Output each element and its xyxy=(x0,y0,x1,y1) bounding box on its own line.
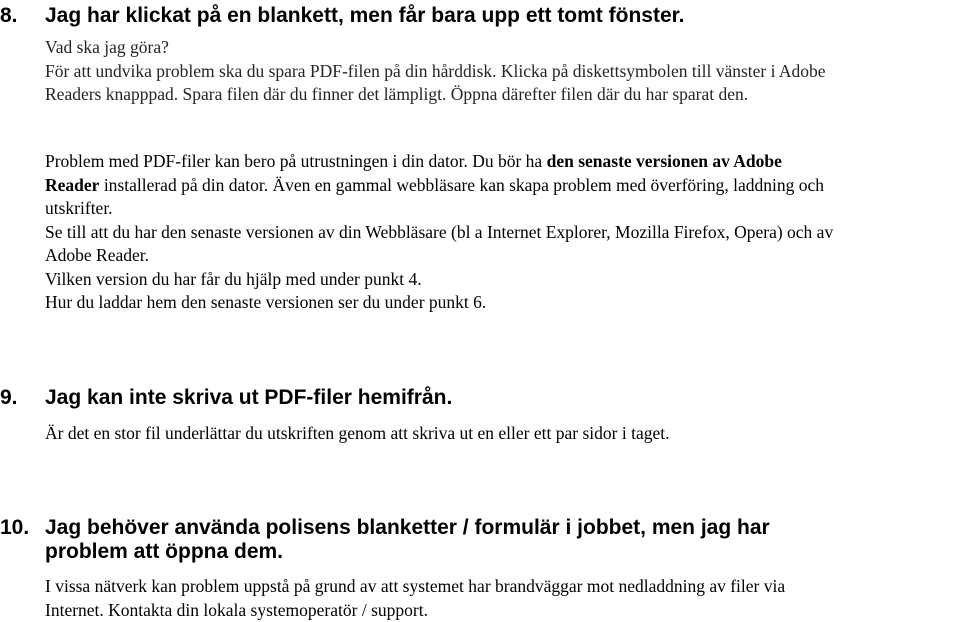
q9-paragraph xyxy=(45,422,669,446)
q8-para2-line xyxy=(45,174,833,198)
q10-paragraph xyxy=(45,575,785,622)
q8-para2-text: installerad på din dator. Även en gammal webbläsare kan skapa problem med överföring, laddning och xyxy=(99,174,825,195)
q8-para2-line xyxy=(45,150,833,174)
q8-para2-emphasis: den senaste versionen av Adobe xyxy=(546,151,782,171)
q8-paragraph-2 xyxy=(45,150,833,315)
q10-para-line: Internet. Kontakta din lokala systemoperatör / support. xyxy=(45,599,428,620)
q8-para2-line: utskrifter. xyxy=(45,198,113,218)
q9-title: Jag kan inte skriva ut PDF-filer hemifrån. xyxy=(45,386,453,409)
q10-title-line-1: Jag behöver använda polisens blanketter / formulär i jobbet, men jag har xyxy=(45,516,770,539)
q8-para2-emphasis: Reader xyxy=(45,174,100,195)
q8-para2-line: Se till att du har den senaste versionen av din Webbläsare (bl a Internet Explorer, Mozilla Firefox, Opera) och av xyxy=(45,221,834,242)
q8-paragraph-1 xyxy=(45,36,826,107)
q8-para2-line: Hur du laddar hem den senaste versionen ser du under punkt 6. xyxy=(45,292,487,312)
q8-para2-text: Problem med PDF-filer kan bero på utrustningen i din dator. Du bör ha xyxy=(45,151,547,171)
q8-title: Jag har klickat på en blankett, men får bara upp ett tomt fönster. xyxy=(45,4,685,27)
q9-number: 9. xyxy=(0,386,18,409)
q8-para1-line: Readers knappрad. Spara filen där du finner det lämpligt. Öppna därefter filen där du har sparat den. xyxy=(45,84,749,104)
q10-number: 10. xyxy=(0,516,30,539)
q8-number: 8. xyxy=(0,4,18,27)
q8-para1-line: För att undvika problem ska du spara PDF-filen på din hårddisk. Klicka på diskettsymbolen till vänster i Adobe xyxy=(45,60,826,81)
q8-para2-line: Adobe Reader. xyxy=(45,245,149,265)
q8-para1-line: Vad ska jag göra? xyxy=(45,37,169,57)
q8-para2-line: Vilken version du har får du hjälp med under punkt 4. xyxy=(45,268,422,289)
q9-para-line: Är det en stor fil underlättar du utskriften genom att skriva ut en eller ett par sidor i taget. xyxy=(45,423,670,443)
q10-title-line-2: problem att öppna dem. xyxy=(45,540,284,563)
q10-para-line: I vissa nätverk kan problem uppstå på grund av att systemet har brandväggar mot nedladdning av filer via xyxy=(45,576,786,596)
